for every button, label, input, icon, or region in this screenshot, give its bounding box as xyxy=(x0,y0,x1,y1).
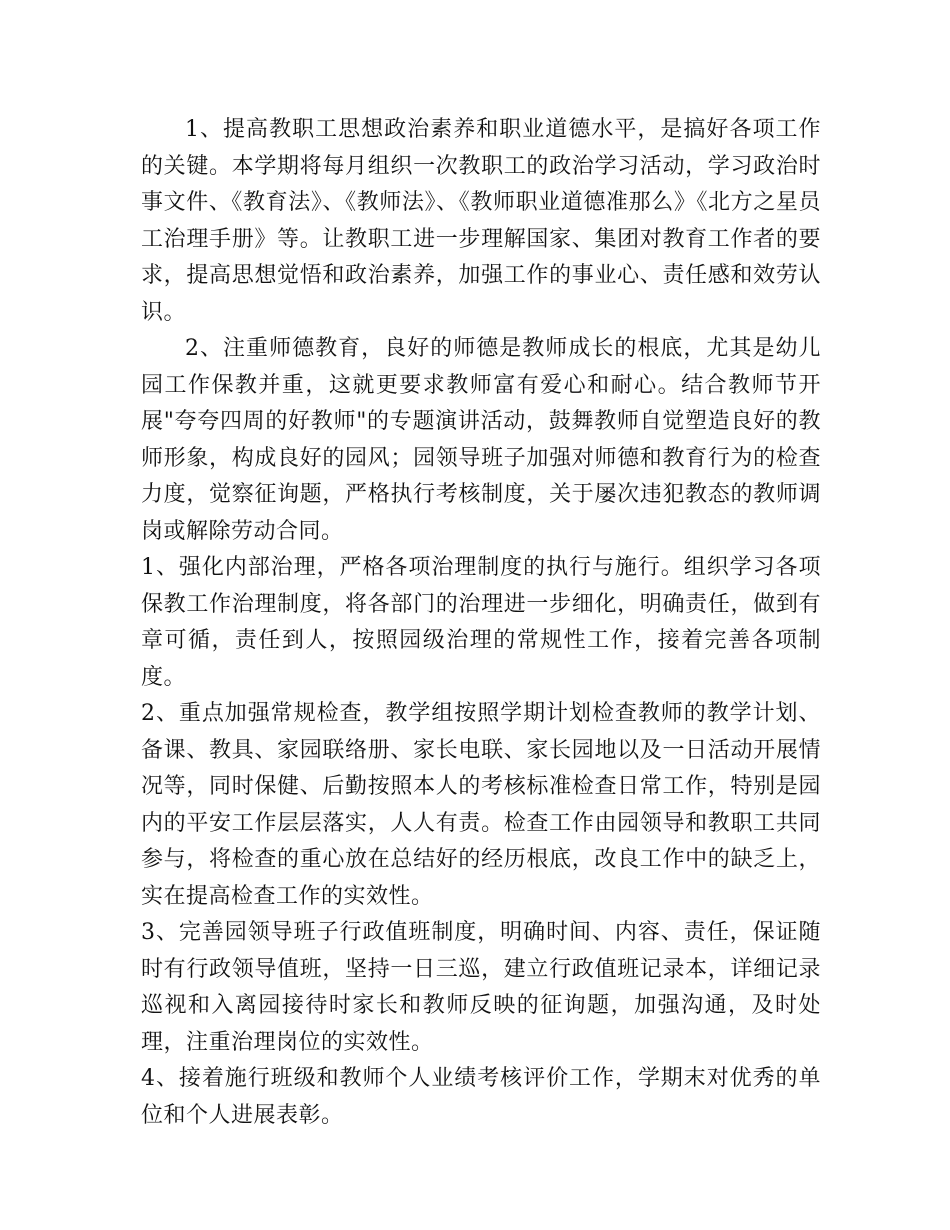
document-body xyxy=(141,112,821,1134)
paragraph-duty-system: 3、完善园领导班子行政值班制度，明确时间、内容、责任，保证随时有行政领导值班，坚持一日三巡，建立行政值班记录本，详细记录巡视和入离园接待时家长和教师反映的征询题，加强沟通，及时处理，注重治理岗位的实效性。 xyxy=(141,920,821,1055)
paragraph-routine-inspection: 2、重点加强常规检查，教学组按照学期计划检查教师的教学计划、备课、教具、家园联络册、家长电联、家长园地以及一日活动开展情况等，同时保健、后勤按照本人的考核标准检查日常工作，特别是园内的平安工作层层落实，人人有责。检查工作由园领导和教职工共同参与，将检查的重心放在总结好的经历根底，改良工作中的缺乏上，实在提高检查工作的实效性。 xyxy=(141,701,821,909)
paragraph-performance-evaluation: 4、接着施行班级和教师个人业绩考核评价工作，学期末对优秀的单位和个人进展表彰。 xyxy=(141,1066,821,1128)
paragraph-teacher-ethics: 2、注重师德教育，良好的师德是教师成长的根底，尤其是幼儿园工作保教并重，这就更要求教师富有爱心和耐心。结合教师节开展"夸夸四周的好教师"的专题演讲活动，鼓舞教师自觉塑造良好的教师形象，构成良好的园风；园领导班子加强对师德和教育行为的检查力度，觉察征询题，严格执行考核制度，关于屡次违犯教态的教师调岗或解除劳动合同。 xyxy=(141,336,821,544)
paragraph-internal-management: 1、强化内部治理，严格各项治理制度的执行与施行。组织学习各项保教工作治理制度，将各部门的治理进一步细化，明确责任，做到有章可循，责任到人，按照园级治理的常规性工作，接着完善各项制度。 xyxy=(141,555,821,690)
paragraph-political-literacy: 1、提高教职工思想政治素养和职业道德水平，是搞好各项工作的关键。本学期将每月组织一次教职工的政治学习活动，学习政治时事文件、《教育法》、《教师法》、《教师职业道德准那么》《北方之星员工治理手册》等。让教职工进一步理解国家、集团对教育工作者的要求，提高思想觉悟和政治素养，加强工作的事业心、责任感和效劳认识。 xyxy=(141,117,821,325)
